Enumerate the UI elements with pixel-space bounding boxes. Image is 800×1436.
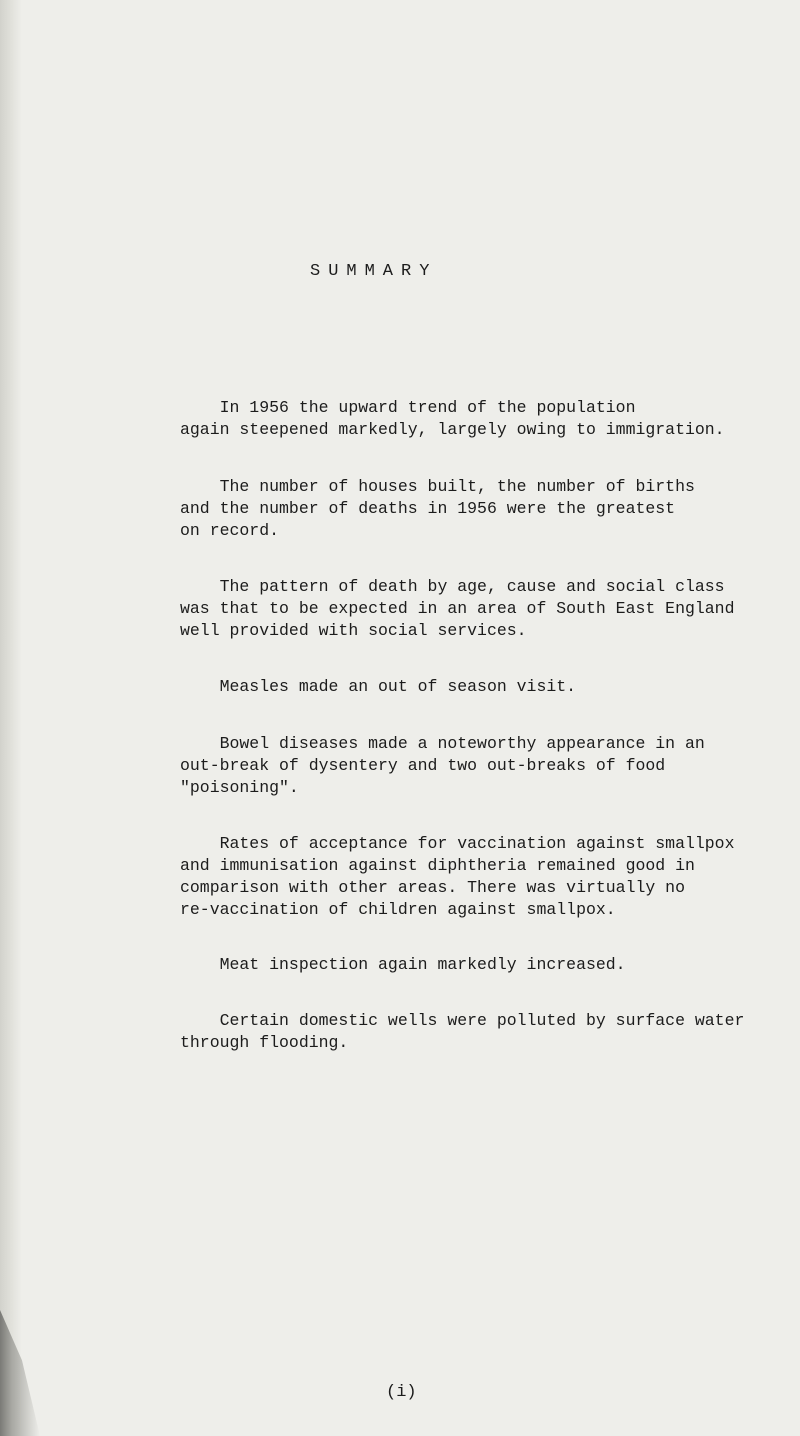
paragraph-population: In 1956 the upward trend of the population again steepened markedly, largely owing to immigration. xyxy=(180,398,725,439)
summary-heading: SUMMARY xyxy=(310,262,438,281)
paragraph-bowel-diseases: Bowel diseases made a noteworthy appearance in an out-break of dysentery and two out-breaks of food "poisoning". xyxy=(180,734,705,797)
page-number: (i) xyxy=(386,1383,417,1402)
page-edge-shadow xyxy=(0,0,22,1436)
paragraph-houses-births-deaths: The number of houses built, the number of births and the number of deaths in 1956 were the greatest on record. xyxy=(180,477,695,540)
paragraph-wells: Certain domestic wells were polluted by surface water through flooding. xyxy=(180,1011,745,1052)
paragraph-meat-inspection: Meat inspection again markedly increased. xyxy=(180,955,626,974)
paragraph-measles: Measles made an out of season visit. xyxy=(180,677,577,696)
paragraph-vaccination: Rates of acceptance for vaccination against smallpox and immunisation against diphtheria remained good in comparison with other areas. There was virtually no re-vaccination of children against smallpox. xyxy=(180,834,735,919)
paragraph-death-pattern: The pattern of death by age, cause and social class was that to be expected in an area of South East England well provided with social services. xyxy=(180,577,735,640)
